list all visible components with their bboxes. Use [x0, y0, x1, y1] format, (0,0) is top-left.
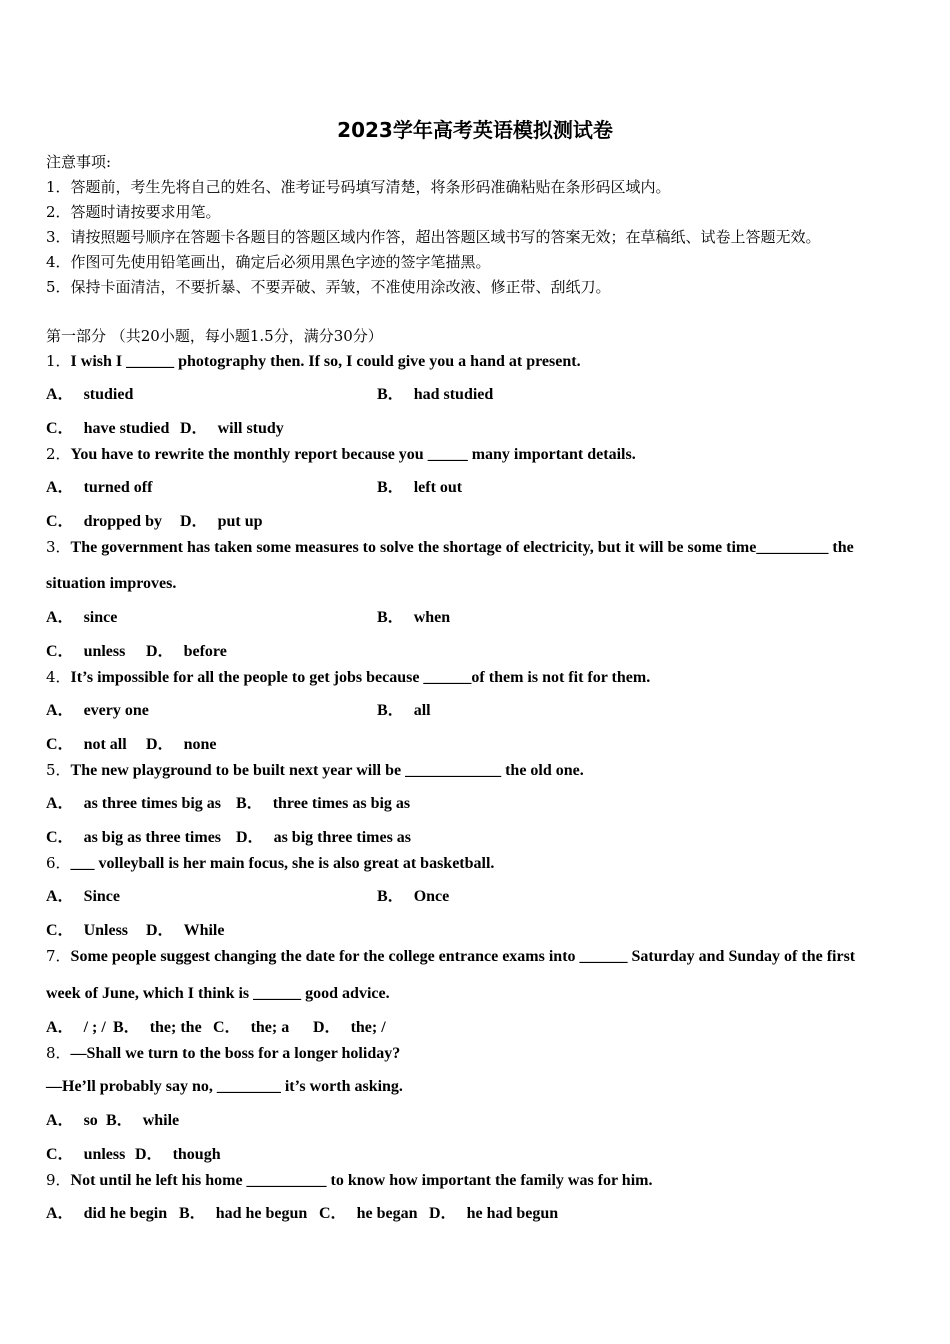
option-b[interactable]: B． the; the: [113, 1019, 202, 1036]
option-d[interactable]: D． as big three times as: [236, 829, 412, 846]
question-text: —Shall we turn to the boss for a longer holiday?: [70, 1045, 401, 1062]
question-2: [46, 444, 636, 465]
question-number: 6．: [46, 854, 71, 872]
option-c[interactable]: C． the; a: [213, 1019, 290, 1036]
question-7: [46, 946, 855, 967]
question-number: 9．: [46, 1171, 71, 1189]
question-text: The government has taken some measures to solve the shortage of electricity, but it will be some time_________ the: [70, 539, 854, 556]
question-8: [46, 1043, 400, 1064]
question-text: It’s impossible for all the people to get jobs because ______of them is not fit for them.: [70, 669, 651, 686]
note-item: 5．保持卡面清洁，不要折暴、不要弄破、弄皱，不准使用涂改液、修正带、刮纸刀。: [46, 278, 611, 296]
question-number: 4．: [46, 668, 71, 686]
option-c[interactable]: C． as big as three times: [46, 829, 222, 846]
option-d[interactable]: D． before: [146, 643, 227, 660]
question-3: [46, 537, 854, 558]
question-number: 3．: [46, 538, 71, 556]
option-b[interactable]: B． all: [377, 702, 431, 719]
option-a[interactable]: A． / ; /: [46, 1019, 106, 1036]
question-9: [46, 1170, 652, 1191]
option-c[interactable]: C． have studied: [46, 420, 170, 437]
option-d[interactable]: D． put up: [180, 513, 263, 530]
option-b[interactable]: B． Once: [377, 888, 450, 905]
question-text: Some people suggest changing the date for the college entrance exams into ______ Saturday and Sunday of the first: [70, 948, 856, 965]
question-text: The new playground to be built next year will be ____________ the old one.: [70, 762, 584, 779]
question-number: 8．: [46, 1044, 71, 1062]
question-7-continued: week of June, which I think is ______ good advice.: [46, 985, 390, 1002]
question-6: [46, 853, 494, 874]
question-text: I wish I ______ photography then. If so, I could give you a hand at present.: [70, 353, 581, 370]
option-c[interactable]: C． unless: [46, 643, 126, 660]
option-b[interactable]: B． three times as big as: [236, 795, 411, 812]
option-b[interactable]: B． while: [106, 1112, 180, 1129]
option-b[interactable]: B． when: [377, 609, 451, 626]
note-item: 1．答题前，考生先将自己的姓名、准考证号码填写清楚，将条形码准确粘贴在条形码区域内。: [46, 178, 671, 196]
option-d[interactable]: D． though: [135, 1146, 221, 1163]
notes-heading: 注意事项:: [46, 153, 112, 171]
option-b[interactable]: B． had studied: [377, 386, 494, 403]
question-number: 2．: [46, 445, 71, 463]
option-a[interactable]: A． every one: [46, 702, 149, 719]
question-text: ___ volleyball is her main focus, she is also great at basketball.: [70, 855, 495, 872]
note-item: 4．作图可先使用铅笔画出，确定后必须用黑色字迹的签字笔描黑。: [46, 253, 491, 271]
option-a[interactable]: A． as three times big as: [46, 795, 222, 812]
notes-block: [46, 150, 821, 300]
option-a[interactable]: A． so: [46, 1112, 98, 1129]
option-d[interactable]: D． he had begun: [429, 1205, 559, 1222]
question-3-continued: situation improves.: [46, 575, 177, 592]
question-number: 1．: [46, 352, 71, 370]
option-c[interactable]: C． dropped by: [46, 513, 162, 530]
question-number: 7．: [46, 947, 71, 965]
question-4: [46, 667, 650, 688]
option-c[interactable]: C． unless: [46, 1146, 126, 1163]
note-item: 3．请按照题号顺序在答题卡各题目的答题区域内作答，超出答题区域书写的答案无效；在草稿纸、试卷上答题无效。: [46, 228, 821, 246]
option-d[interactable]: D． will study: [180, 420, 284, 437]
option-a[interactable]: A． since: [46, 609, 118, 626]
option-a[interactable]: A． Since: [46, 888, 121, 905]
option-d[interactable]: D． none: [146, 736, 217, 753]
question-number: 5．: [46, 761, 71, 779]
question-1: [46, 351, 581, 372]
option-b[interactable]: B． had he begun: [179, 1205, 308, 1222]
option-d[interactable]: D． the; /: [313, 1019, 386, 1036]
option-a[interactable]: A． did he begin: [46, 1205, 168, 1222]
option-a[interactable]: A． turned off: [46, 479, 153, 496]
note-item: 2．答题时请按要求用笔。: [46, 203, 221, 221]
section-heading: 第一部分 （共20小题，每小题1.5分，满分30分）: [46, 327, 383, 345]
page-title: 2023学年高考英语模拟测试卷: [337, 118, 613, 142]
option-c[interactable]: C． not all: [46, 736, 127, 753]
question-text: You have to rewrite the monthly report because you _____ many important details.: [70, 446, 636, 463]
option-c[interactable]: C． Unless: [46, 922, 129, 939]
option-a[interactable]: A． studied: [46, 386, 134, 403]
option-d[interactable]: D． While: [146, 922, 225, 939]
question-8-continued: —He’ll probably say no, ________ it’s worth asking.: [46, 1078, 403, 1095]
question-5: [46, 760, 584, 781]
option-c[interactable]: C． he began: [319, 1205, 418, 1222]
option-b[interactable]: B． left out: [377, 479, 463, 496]
question-text: Not until he left his home __________ to know how important the family was for him.: [70, 1172, 653, 1189]
